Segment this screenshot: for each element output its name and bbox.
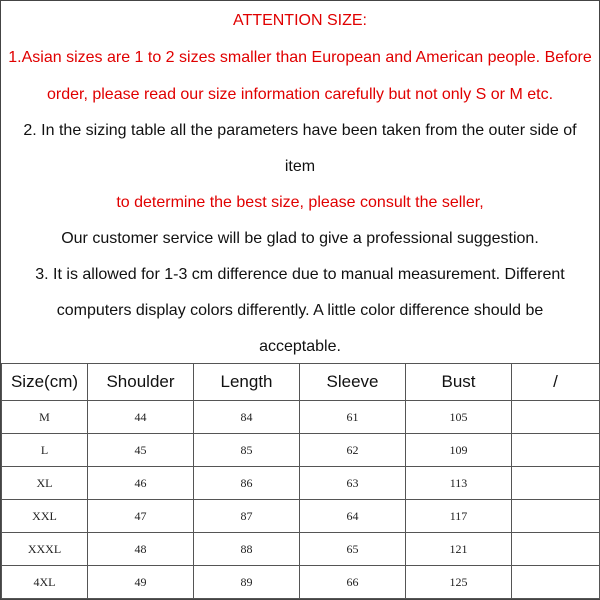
notice-line: item [284,158,316,175]
header-extra: / [512,364,600,401]
cell-extra [512,500,600,533]
cell-length: 88 [194,533,300,566]
notice-line: 3. It is allowed for 1-3 cm difference due to manual measurement. Different [35,266,565,283]
table-row [2,467,600,500]
cell-shoulder: 49 [88,566,194,599]
notice-line: 1.Asian sizes are 1 to 2 sizes smaller than European and American people. Before [8,49,592,66]
cell-shoulder: 48 [88,533,194,566]
size-table [1,363,600,599]
table-row [2,566,600,599]
cell-bust: 125 [406,566,512,599]
cell-shoulder: 46 [88,467,194,500]
attention-notice [1,1,599,364]
header-shoulder: Shoulder [88,364,194,401]
table-header-row [2,364,600,401]
header-bust: Bust [406,364,512,401]
cell-bust: 121 [406,533,512,566]
cell-length: 86 [194,467,300,500]
cell-size: M [2,401,88,434]
cell-size: L [2,434,88,467]
table-row [2,401,600,434]
cell-bust: 117 [406,500,512,533]
cell-length: 84 [194,401,300,434]
notice-line: 2. In the sizing table all the parameters have been taken from the outer side of [23,122,577,139]
notice-line: order, please read our size information carefully but not only S or M etc. [46,86,554,103]
cell-sleeve: 66 [300,566,406,599]
cell-sleeve: 64 [300,500,406,533]
notice-line: acceptable. [259,338,341,355]
cell-shoulder: 45 [88,434,194,467]
header-size: Size(cm) [2,364,88,401]
table-row [2,533,600,566]
header-sleeve: Sleeve [300,364,406,401]
cell-extra [512,467,600,500]
cell-shoulder: 47 [88,500,194,533]
cell-extra [512,434,600,467]
cell-sleeve: 61 [300,401,406,434]
cell-bust: 109 [406,434,512,467]
cell-sleeve: 63 [300,467,406,500]
cell-size: XL [2,467,88,500]
cell-sleeve: 62 [300,434,406,467]
cell-bust: 113 [406,467,512,500]
notice-line: to determine the best size, please consult the seller, [116,194,484,211]
cell-extra [512,401,600,434]
cell-length: 89 [194,566,300,599]
table-row [2,500,600,533]
notice-line: Our customer service will be glad to give a professional suggestion. [61,230,539,247]
cell-bust: 105 [406,401,512,434]
cell-size: 4XL [2,566,88,599]
table-row [2,434,600,467]
cell-extra [512,533,600,566]
cell-size: XXXL [2,533,88,566]
cell-shoulder: 44 [88,401,194,434]
cell-length: 85 [194,434,300,467]
notice-title: ATTENTION SIZE: [233,12,367,29]
cell-length: 87 [194,500,300,533]
cell-sleeve: 65 [300,533,406,566]
header-length: Length [194,364,300,401]
cell-extra [512,566,600,599]
notice-line: computers display colors differently. A little color difference should be [56,302,544,319]
cell-size: XXL [2,500,88,533]
